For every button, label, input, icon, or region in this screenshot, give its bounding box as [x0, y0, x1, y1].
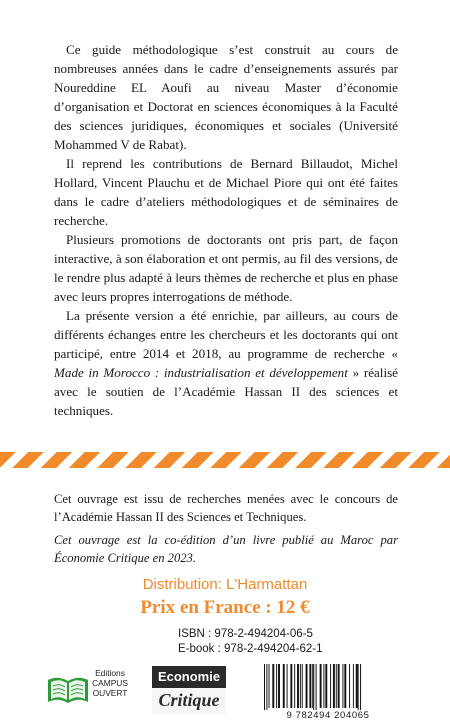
barcode-bar — [276, 664, 277, 708]
quote-close: » — [347, 365, 360, 380]
campus-ouvert-logo — [46, 666, 128, 716]
barcode-bar — [278, 664, 280, 708]
economie-critique-logo — [152, 666, 226, 716]
barcode-bar — [333, 664, 335, 708]
barcode-guard-bar — [360, 664, 361, 714]
barcode-bar — [356, 664, 358, 708]
coedition-note: Cet ouvrage est la co-édition d’un livre publié au Maroc par Économie Critique en 2023. — [54, 533, 398, 565]
campus-ouvert-wordmark — [90, 668, 130, 698]
price-line: Prix en France : 12 € — [140, 597, 310, 618]
economie-wordmark: Economie — [152, 666, 226, 688]
barcode-bar — [312, 664, 313, 708]
barcode-guard-bar — [313, 664, 314, 714]
barcode-bar — [306, 664, 308, 708]
campus-line-1: Editions — [95, 668, 125, 678]
concours-note: Cet ouvrage est issu de recherches menées avec le concours de l’Académie Hassan II des Sciences et Techniques. — [54, 492, 398, 524]
barcode-bar — [338, 664, 340, 708]
barcode-bar — [300, 664, 301, 708]
barcode-guard-bar — [316, 664, 317, 714]
isbn-print: ISBN : 978-2-494204-06-5 — [178, 628, 313, 640]
barcode-bar — [272, 664, 274, 708]
barcode-bar — [353, 664, 354, 708]
program-title: Made in Morocco : industrialisation et développement — [54, 365, 348, 380]
blurb-paragraph-4 — [54, 306, 398, 420]
barcode-number: 9 782494 204065 — [258, 710, 398, 721]
blurb-paragraph-2: Il reprend les contributions de Bernard Billaudot, Michel Hollard, Vincent Plauchu et de Michael Piore qui ont été faites dans le cadre d’ateliers méthodologiques et de séminaires de recherche. — [54, 156, 398, 228]
barcode-bar — [294, 664, 295, 708]
barcode-bar — [336, 664, 337, 708]
barcode-guard-bar — [266, 664, 267, 714]
barcode-guard-bar — [264, 664, 265, 714]
blurb-p4-intro: La présente version a été enrichie, par ailleurs, au cours de différents échanges entre les chercheurs et les doctorants qui ont participé, entre 2014 et 2018, au programme de recherche — [54, 308, 398, 361]
distribution-line: Distribution: L'Harmattan — [142, 576, 308, 593]
barcode-bar — [287, 664, 288, 708]
campus-line-2: CAMPUS — [92, 678, 128, 688]
barcode-bar — [342, 664, 343, 708]
barcode-bar — [290, 664, 292, 708]
barcode-bar — [269, 664, 270, 708]
barcode-bar — [344, 664, 346, 708]
blurb-paragraph-1: Ce guide méthodologique s’est construit au cours de nombreuses années dans le cadre d’enseignements assurés par Noureddine EL Aoufi au niveau Master d’économie d’organisation et Doctorat en sciences économiques à la Faculté des sciences juridiques, économiques et sociales (Université Mohammed V de Rabat). — [54, 42, 398, 152]
barcode-bar — [309, 664, 311, 708]
blurb-paragraph-3: Plusieurs promotions de doctorants ont pris part, de façon interactive, à son élaboration et ont permis, au fil des versions, de le rendre plus adapté à leurs thèmes de recherche et plus en phase avec leurs propres interrogations de méthode. — [54, 232, 398, 304]
barcode-bar — [325, 664, 327, 708]
orange-hazard-stripe — [0, 452, 450, 468]
barcode-bar — [320, 664, 322, 708]
barcode-guard-bar — [358, 664, 359, 714]
isbn-block — [178, 627, 323, 657]
barcode-bar — [349, 664, 350, 708]
barcode-bar — [297, 664, 299, 708]
blurb-text — [54, 40, 398, 420]
barcode-bar — [330, 664, 331, 708]
barcode-bar — [302, 664, 303, 708]
campus-line-3: OUVERT — [92, 688, 128, 698]
isbn-ebook: E-book : 978-2-494204-62-1 — [178, 643, 323, 655]
barcode-bar — [323, 664, 324, 708]
barcode-bar — [283, 664, 285, 708]
critique-wordmark: Critique — [152, 688, 226, 714]
blurb-p4-end: réalisé avec le soutien de l’Académie Hassan II des sciences et techniques. — [54, 365, 398, 418]
open-book-icon — [46, 672, 90, 706]
quote-open: « — [391, 346, 398, 361]
